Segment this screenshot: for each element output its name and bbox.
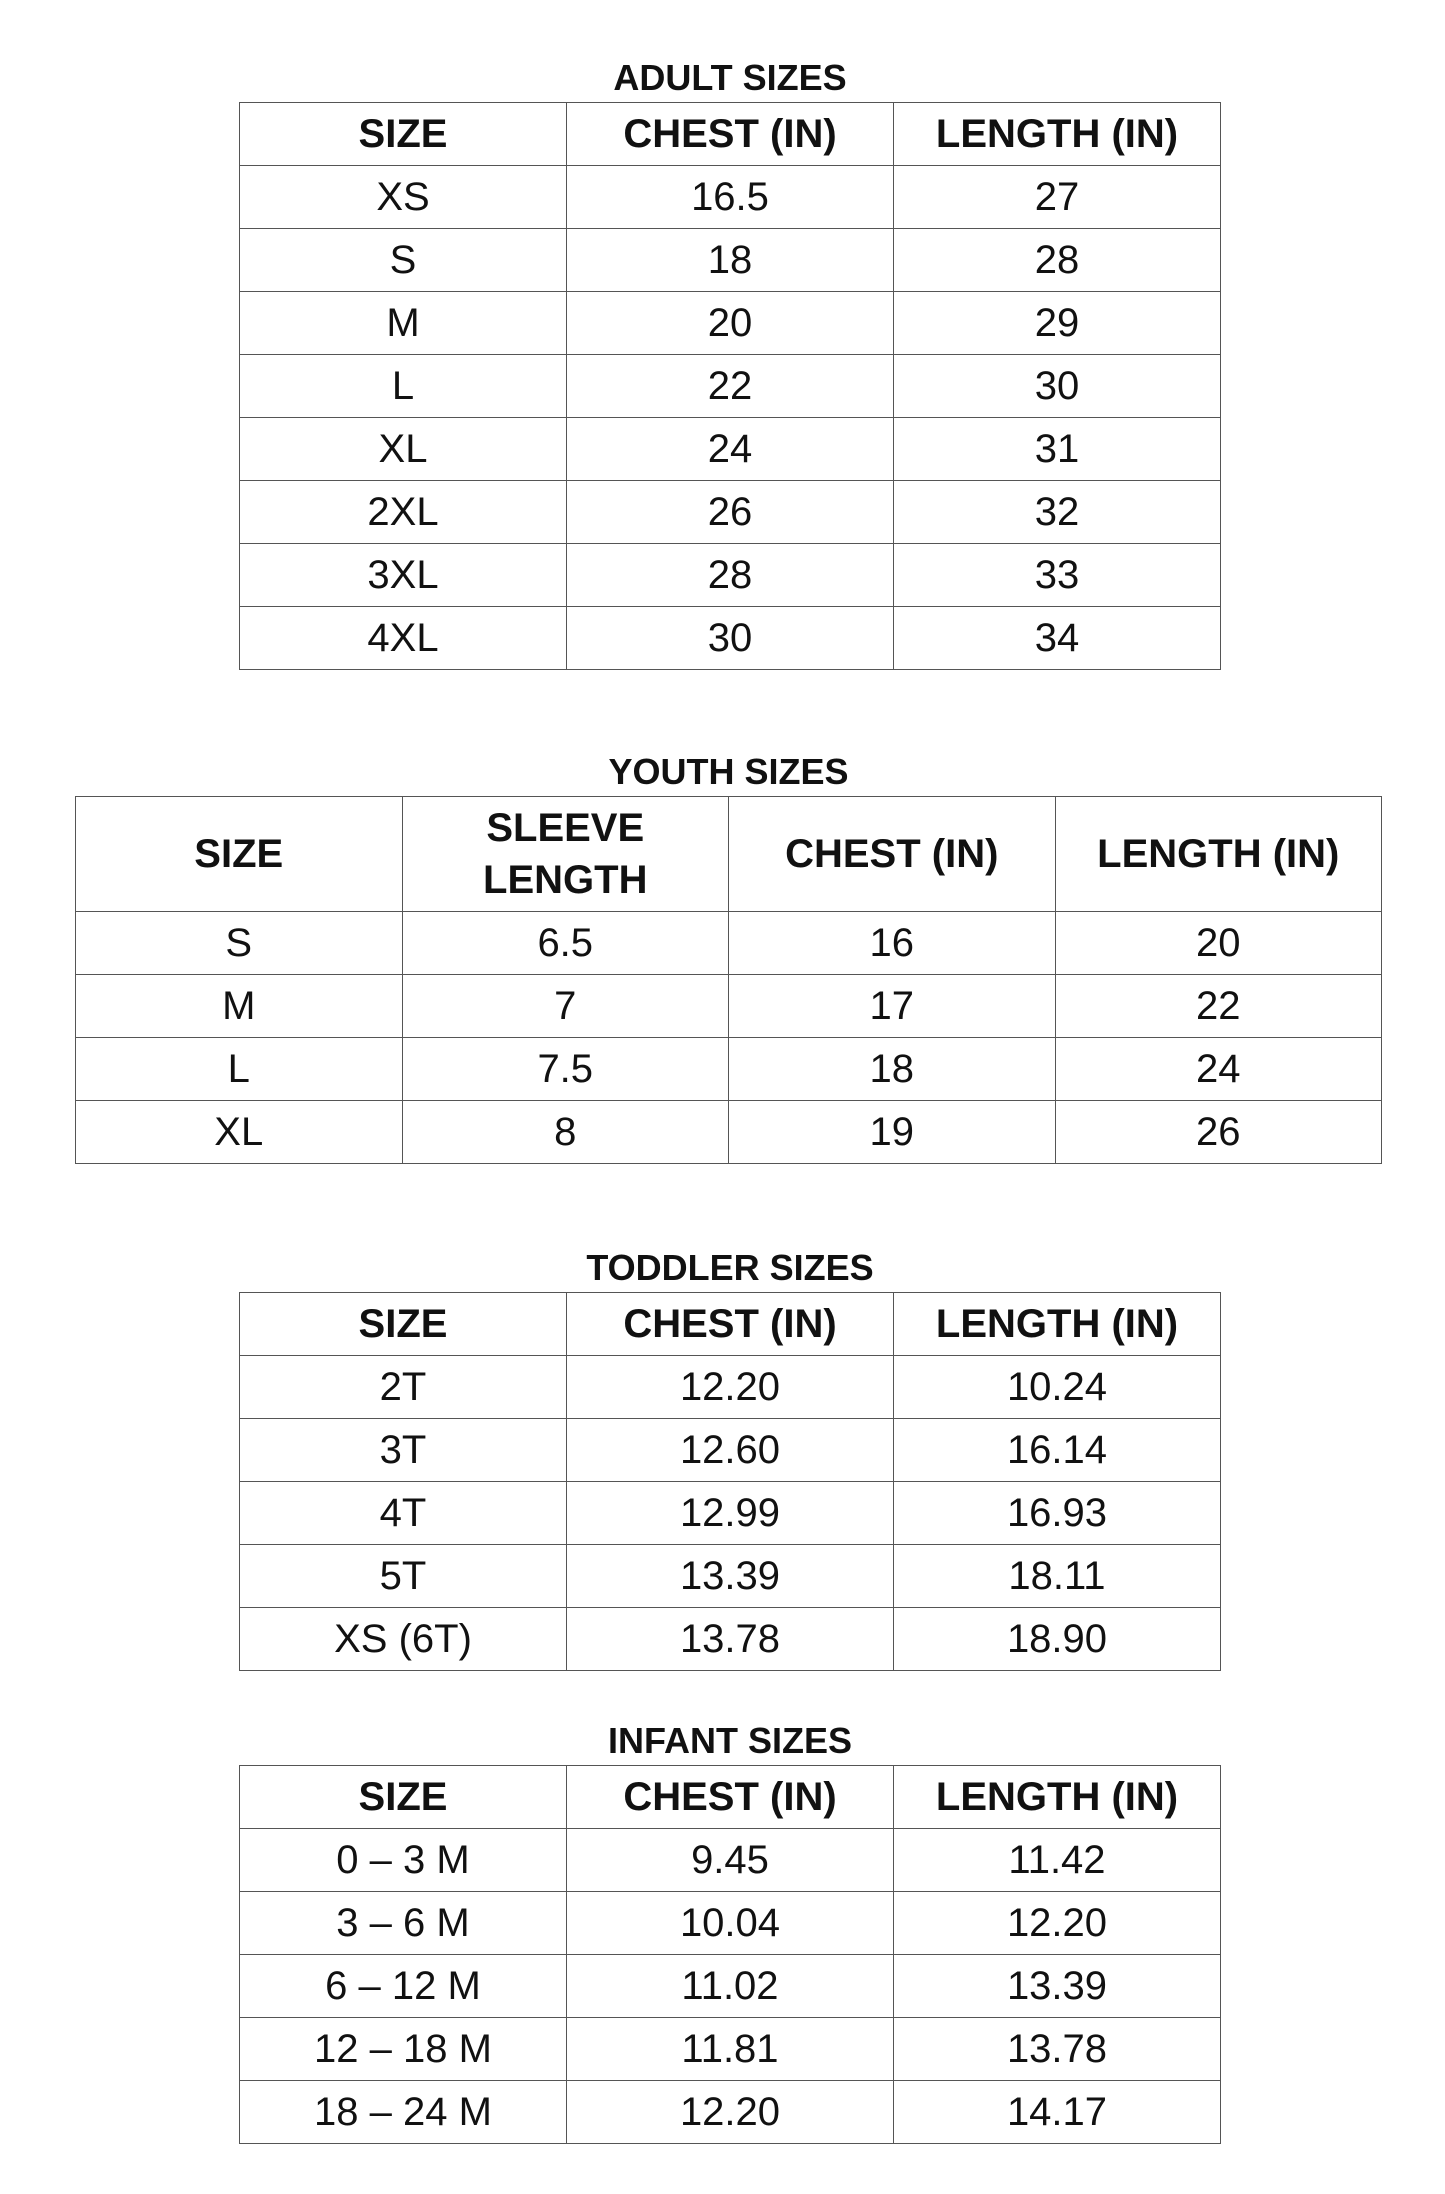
table-row <box>240 355 1221 418</box>
infant-sizes-title: INFANT SIZES <box>607 1720 853 1761</box>
table-cell: 4T <box>240 1482 567 1545</box>
table-cell: 12.99 <box>567 1482 894 1545</box>
toddler-sizes-table <box>239 1292 1221 1671</box>
table-cell: 12.20 <box>567 1356 894 1419</box>
adult-column-header: SIZE <box>240 103 567 166</box>
table-cell: 13.39 <box>567 1545 894 1608</box>
table-cell: 12.60 <box>567 1419 894 1482</box>
table-cell: 24 <box>1055 1038 1382 1101</box>
table-cell: 22 <box>567 355 894 418</box>
youth-column-header: SIZE <box>76 797 403 912</box>
table-row <box>240 1608 1221 1671</box>
infant-sizes-table <box>239 1765 1221 2144</box>
youth-column-header: SLEEVE LENGTH <box>402 797 729 912</box>
table-row <box>240 481 1221 544</box>
table-cell: 6.5 <box>402 912 729 975</box>
table-cell: 18.11 <box>894 1545 1221 1608</box>
table-row <box>76 1101 1382 1164</box>
table-cell: M <box>76 975 403 1038</box>
toddler-header-row <box>240 1293 1221 1356</box>
table-row <box>240 166 1221 229</box>
table-cell: 28 <box>567 544 894 607</box>
toddler-sizes-section <box>239 1247 1221 1671</box>
table-cell: 20 <box>567 292 894 355</box>
table-cell: 27 <box>894 166 1221 229</box>
table-cell: 7.5 <box>402 1038 729 1101</box>
table-cell: S <box>76 912 403 975</box>
table-cell: 32 <box>894 481 1221 544</box>
table-row <box>76 975 1382 1038</box>
table-cell: S <box>240 229 567 292</box>
table-cell: XS (6T) <box>240 1608 567 1671</box>
table-row <box>240 1892 1221 1955</box>
table-row <box>240 1545 1221 1608</box>
youth-header-row <box>76 797 1382 912</box>
table-cell: 18 <box>567 229 894 292</box>
table-cell: 0 – 3 M <box>240 1829 567 1892</box>
table-row <box>240 544 1221 607</box>
table-cell: 18 – 24 M <box>240 2081 567 2144</box>
table-row <box>240 2018 1221 2081</box>
table-row <box>240 1419 1221 1482</box>
table-row <box>240 292 1221 355</box>
table-cell: 2T <box>240 1356 567 1419</box>
infant-column-header: LENGTH (IN) <box>894 1766 1221 1829</box>
table-row <box>240 1482 1221 1545</box>
youth-sizes-title: YOUTH SIZES <box>608 751 849 792</box>
table-row <box>240 2081 1221 2144</box>
table-cell: 24 <box>567 418 894 481</box>
table-cell: 34 <box>894 607 1221 670</box>
adult-column-header: LENGTH (IN) <box>894 103 1221 166</box>
table-cell: 18.90 <box>894 1608 1221 1671</box>
adult-sizes-table <box>239 102 1221 670</box>
toddler-column-header: LENGTH (IN) <box>894 1293 1221 1356</box>
infant-column-header: CHEST (IN) <box>567 1766 894 1829</box>
table-row <box>240 418 1221 481</box>
table-cell: 16 <box>729 912 1056 975</box>
youth-sizes-table <box>75 796 1382 1164</box>
table-row <box>76 912 1382 975</box>
table-row <box>240 607 1221 670</box>
table-cell: 22 <box>1055 975 1382 1038</box>
table-cell: 26 <box>567 481 894 544</box>
table-cell: 10.24 <box>894 1356 1221 1419</box>
table-cell: 10.04 <box>567 1892 894 1955</box>
infant-column-header: SIZE <box>240 1766 567 1829</box>
table-cell: 5T <box>240 1545 567 1608</box>
table-cell: XL <box>76 1101 403 1164</box>
table-cell: 3 – 6 M <box>240 1892 567 1955</box>
table-cell: XS <box>240 166 567 229</box>
youth-column-header: CHEST (IN) <box>729 797 1056 912</box>
table-cell: 6 – 12 M <box>240 1955 567 2018</box>
youth-sizes-section <box>75 751 1382 1164</box>
table-cell: 12 – 18 M <box>240 2018 567 2081</box>
table-cell: 12.20 <box>567 2081 894 2144</box>
infant-header-row <box>240 1766 1221 1829</box>
table-cell: 14.17 <box>894 2081 1221 2144</box>
toddler-column-header: SIZE <box>240 1293 567 1356</box>
table-row <box>76 1038 1382 1101</box>
adult-sizes-section <box>239 57 1221 670</box>
table-row <box>240 229 1221 292</box>
table-cell: 11.42 <box>894 1829 1221 1892</box>
table-cell: 16.14 <box>894 1419 1221 1482</box>
table-cell: 8 <box>402 1101 729 1164</box>
table-cell: M <box>240 292 567 355</box>
table-cell: 20 <box>1055 912 1382 975</box>
youth-column-header: LENGTH (IN) <box>1055 797 1382 912</box>
table-cell: 13.78 <box>567 1608 894 1671</box>
table-cell: 31 <box>894 418 1221 481</box>
table-cell: 16.5 <box>567 166 894 229</box>
table-cell: 29 <box>894 292 1221 355</box>
table-cell: 18 <box>729 1038 1056 1101</box>
table-cell: 4XL <box>240 607 567 670</box>
infant-sizes-section <box>239 1720 1221 2144</box>
table-cell: XL <box>240 418 567 481</box>
table-cell: 17 <box>729 975 1056 1038</box>
adult-column-header: CHEST (IN) <box>567 103 894 166</box>
adult-header-row <box>240 103 1221 166</box>
table-cell: 13.39 <box>894 1955 1221 2018</box>
table-cell: 11.02 <box>567 1955 894 2018</box>
toddler-column-header: CHEST (IN) <box>567 1293 894 1356</box>
adult-sizes-title: ADULT SIZES <box>613 57 847 98</box>
table-cell: 9.45 <box>567 1829 894 1892</box>
table-row <box>240 1955 1221 2018</box>
table-cell: 16.93 <box>894 1482 1221 1545</box>
table-cell: 28 <box>894 229 1221 292</box>
table-row <box>240 1356 1221 1419</box>
table-cell: 19 <box>729 1101 1056 1164</box>
table-cell: 30 <box>894 355 1221 418</box>
table-cell: 26 <box>1055 1101 1382 1164</box>
toddler-sizes-title: TODDLER SIZES <box>586 1247 874 1288</box>
table-cell: 12.20 <box>894 1892 1221 1955</box>
table-cell: 13.78 <box>894 2018 1221 2081</box>
table-cell: L <box>76 1038 403 1101</box>
table-cell: 7 <box>402 975 729 1038</box>
table-cell: 11.81 <box>567 2018 894 2081</box>
table-cell: 2XL <box>240 481 567 544</box>
table-cell: 3XL <box>240 544 567 607</box>
table-cell: 33 <box>894 544 1221 607</box>
table-cell: L <box>240 355 567 418</box>
table-row <box>240 1829 1221 1892</box>
table-cell: 30 <box>567 607 894 670</box>
table-cell: 3T <box>240 1419 567 1482</box>
